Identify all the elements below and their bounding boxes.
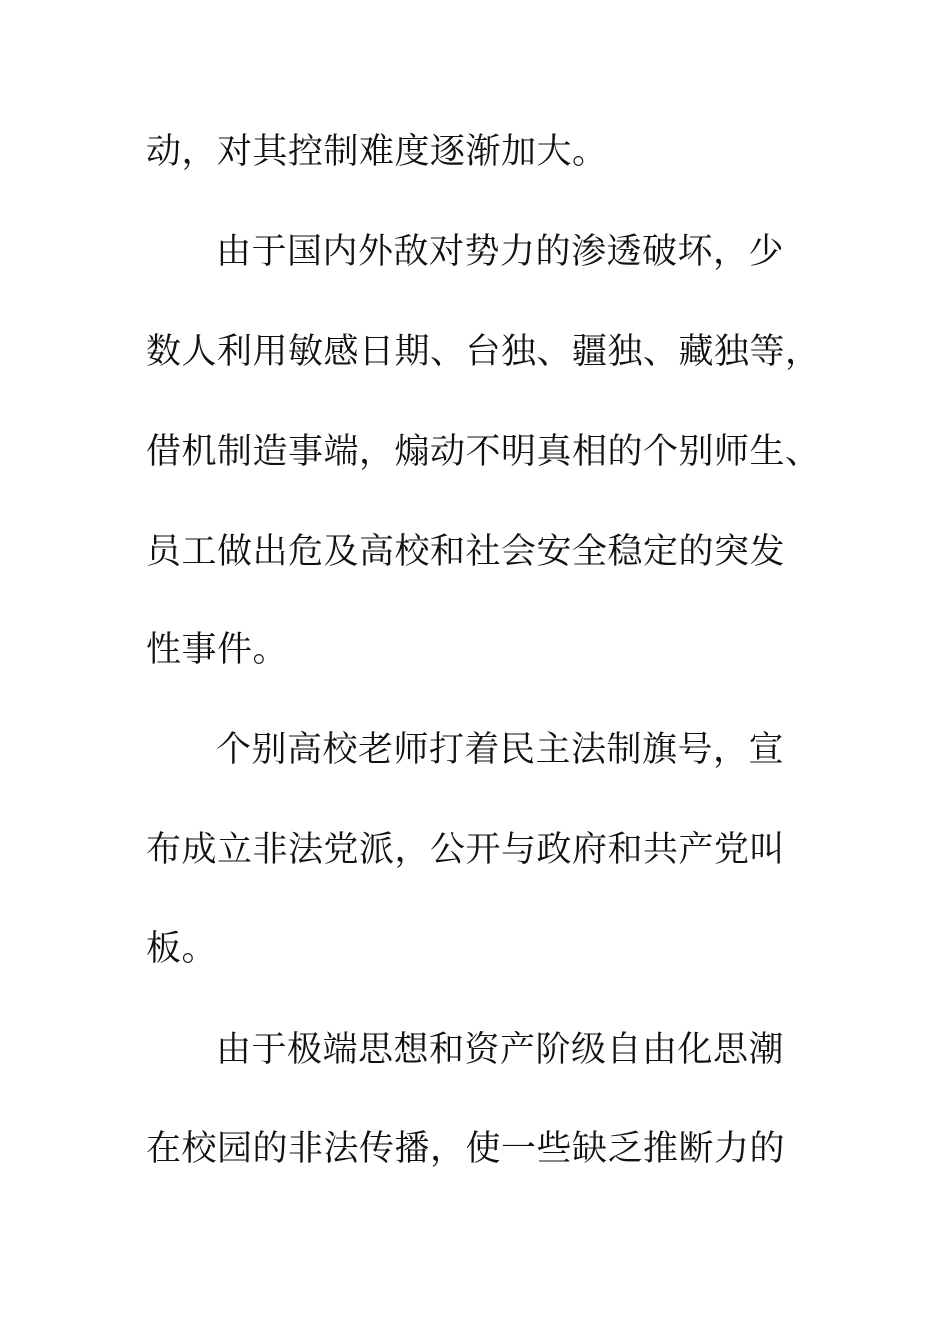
text-line: 布成立非法党派，公开与政府和共产党叫: [146, 830, 786, 870]
paragraph-start-line: 由于极端思想和资产阶级自由化思潮: [216, 1030, 785, 1070]
text-line: 借机制造事端，煽动不明真相的个别师生、: [146, 432, 821, 472]
paragraph-start-line: 个别高校老师打着民主法制旗号，宣: [216, 730, 785, 770]
text-line: 性事件。: [146, 630, 289, 670]
paragraph-start-line: 由于国内外敌对势力的渗透破坏，少: [216, 232, 785, 272]
text-line: 动，对其控制难度逐渐加大。: [146, 132, 608, 172]
text-line: 在校园的非法传播，使一些缺乏推断力的: [146, 1129, 786, 1169]
text-line: 员工做出危及高校和社会安全稳定的突发: [146, 532, 786, 572]
text-line: 数人利用敏感日期、台独、疆独、藏独等，: [146, 332, 821, 372]
text-line: 板。: [146, 929, 218, 969]
